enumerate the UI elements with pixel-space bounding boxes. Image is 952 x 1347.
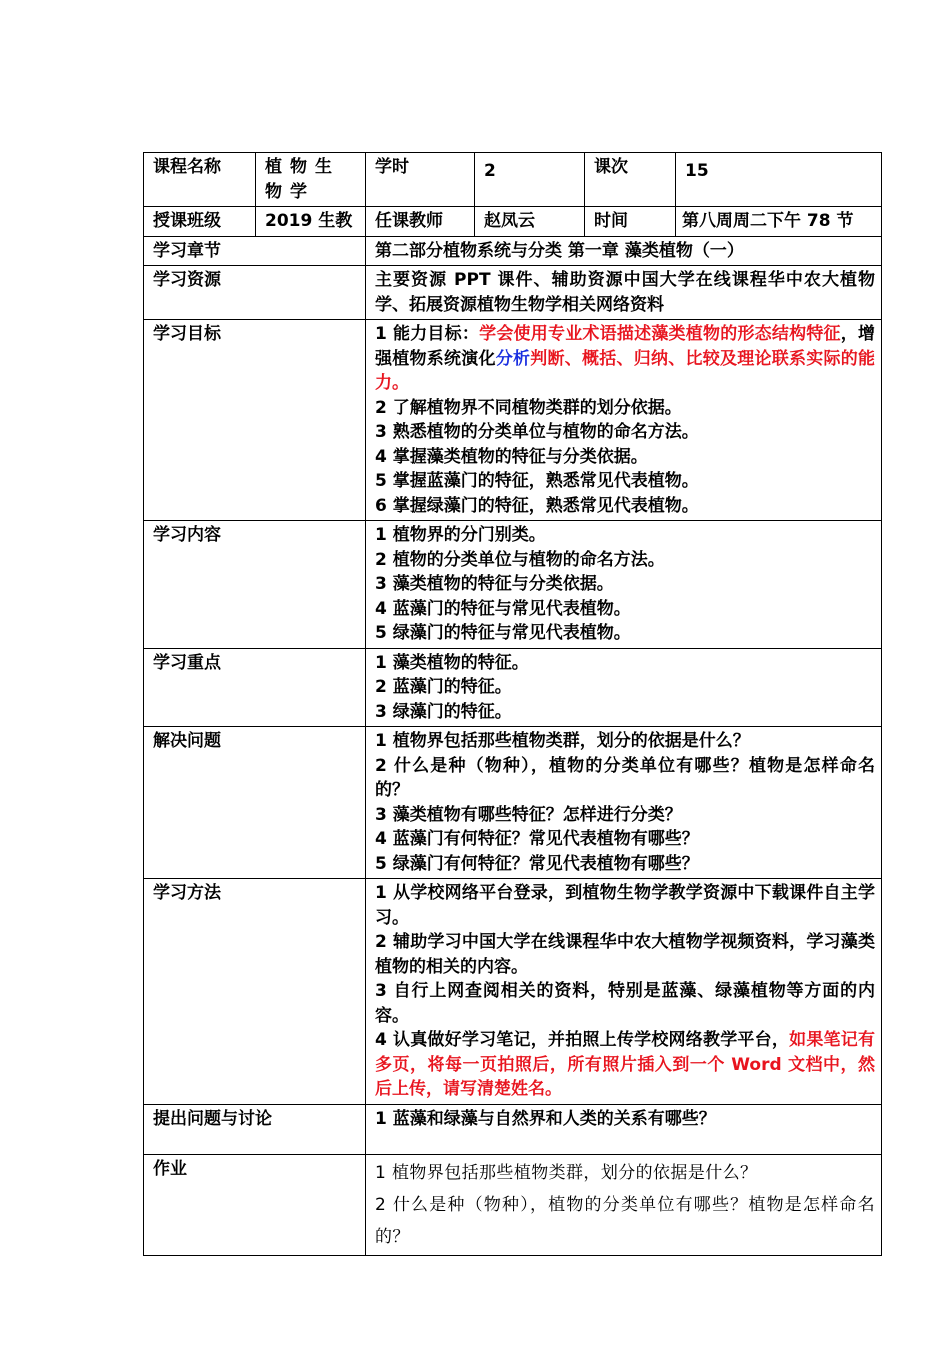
problem-item: 2 什么是种（物种），植物的分类单位有哪些？植物是怎样命名的？ <box>375 755 875 800</box>
lesson-plan-table <box>143 152 882 1256</box>
methods-label: 学习方法 <box>144 879 366 1105</box>
homework-label: 作业 <box>144 1155 366 1256</box>
methods-value <box>366 879 882 1105</box>
session-value: 15 <box>676 153 882 207</box>
problem-item: 4 蓝藻门有何特征？常见代表植物有哪些？ <box>375 829 699 849</box>
lesson-plan-document <box>143 152 881 1256</box>
homework-row <box>144 1155 882 1256</box>
chapter-label: 学习章节 <box>144 236 366 266</box>
resources-label: 学习资源 <box>144 266 366 320</box>
discussion-row <box>144 1105 882 1155</box>
objective-item: 4 掌握藻类植物的特征与分类依据。 <box>375 446 648 467</box>
course-name-label: 课程名称 <box>144 153 256 207</box>
class-label: 授课班级 <box>144 207 256 237</box>
time-value: 第八周周二下午 78 节 <box>676 207 882 237</box>
resources-value: 主要资源 PPT 课件、辅助资源中国大学在线课程华中农大植物学、拓展资源植物生物学相关网络资料 <box>366 266 882 320</box>
chapter-row <box>144 236 882 266</box>
method-item-4: 4 认真做好学习笔记，并拍照上传学校网络教学平台，如果笔记有多页，将每一页拍照后，所有照片插入到一个 Word 文档中，然后上传，请写清楚姓名。 <box>375 1030 876 1099</box>
teacher-label: 任课教师 <box>366 207 475 237</box>
key-point-item: 2 蓝藻门的特征。 <box>375 677 512 697</box>
methods-row <box>144 879 882 1105</box>
objective-item: 5 掌握蓝藻门的特征，熟悉常见代表植物。 <box>375 471 699 491</box>
resources-row <box>144 266 882 320</box>
objectives-value <box>366 320 882 521</box>
teacher-value: 赵凤云 <box>475 207 585 237</box>
header-row-2 <box>144 207 882 237</box>
course-name-value: 植物生物学 <box>256 153 366 207</box>
objective-item: 2 了解植物界不同植物类群的划分依据。 <box>375 397 682 418</box>
key-points-label: 学习重点 <box>144 648 366 727</box>
objectives-label: 学习目标 <box>144 320 366 521</box>
content-label: 学习内容 <box>144 521 366 649</box>
homework-value <box>366 1155 882 1256</box>
problems-label: 解决问题 <box>144 727 366 879</box>
objective-item: 3 熟悉植物的分类单位与植物的命名方法。 <box>375 422 699 442</box>
homework-item: 2 什么是种（物种），植物的分类单位有哪些？植物是怎样命名的？ <box>375 1195 875 1247</box>
chapter-value: 第二部分植物系统与分类 第一章 藻类植物（一） <box>366 236 882 266</box>
hours-label: 学时 <box>366 153 475 207</box>
content-item: 2 植物的分类单位与植物的命名方法。 <box>375 549 665 570</box>
problem-item: 1 植物界包括那些植物类群，划分的依据是什么？ <box>375 731 750 751</box>
method-item: 3 自行上网查阅相关的资料，特别是蓝藻、绿藻植物等方面的内容。 <box>375 981 875 1026</box>
objective-item: 6 掌握绿藻门的特征，熟悉常见代表植物。 <box>375 495 699 516</box>
key-point-item: 3 绿藻门的特征。 <box>375 701 512 722</box>
problem-item: 5 绿藻门有何特征？常见代表植物有哪些？ <box>375 853 699 874</box>
time-label: 时间 <box>585 207 676 237</box>
discussion-label: 提出问题与讨论 <box>144 1105 366 1155</box>
discussion-item: 1 蓝藻和绿藻与自然界和人类的关系有哪些？ <box>375 1109 716 1129</box>
objective-item-1: 1 能力目标：学会使用专业术语描述藻类植物的形态结构特征，增强植物系统演化分析判断、概括、归纳、比较及理论联系实际的能力。 <box>375 324 876 393</box>
key-points-value <box>366 648 882 727</box>
key-points-row <box>144 648 882 727</box>
content-item: 1 植物界的分门别类。 <box>375 525 546 545</box>
method-item: 2 辅助学习中国大学在线课程华中农大植物学视频资料，学习藻类植物的相关的内容。 <box>375 932 875 977</box>
hours-value: 2 <box>475 153 585 207</box>
objectives-row <box>144 320 882 521</box>
header-row-1 <box>144 153 882 207</box>
problems-value <box>366 727 882 879</box>
key-point-item: 1 藻类植物的特征。 <box>375 652 529 673</box>
class-value: 2019 生教 <box>256 207 366 237</box>
problems-row <box>144 727 882 879</box>
content-item: 5 绿藻门的特征与常见代表植物。 <box>375 623 631 643</box>
content-row <box>144 521 882 649</box>
homework-item: 1 植物界包括那些植物类群，划分的依据是什么？ <box>375 1163 758 1183</box>
method-item: 1 从学校网络平台登录，到植物生物学教学资源中下载课件自主学习。 <box>375 883 875 928</box>
problem-item: 3 藻类植物有哪些特征？怎样进行分类？ <box>375 804 682 825</box>
discussion-value <box>366 1105 882 1155</box>
content-item: 3 藻类植物的特征与分类依据。 <box>375 574 614 594</box>
session-label: 课次 <box>585 153 676 207</box>
content-item: 4 蓝藻门的特征与常见代表植物。 <box>375 598 631 619</box>
content-value <box>366 521 882 649</box>
